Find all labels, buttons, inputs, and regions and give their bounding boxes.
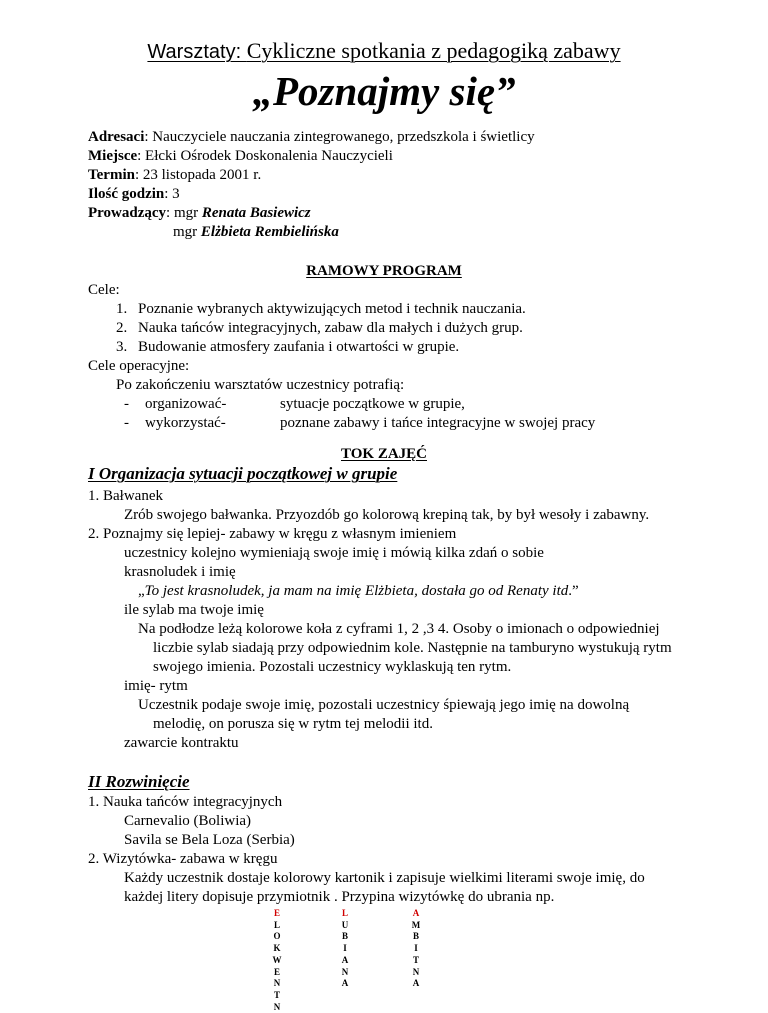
s2-item2-title: 2. Wizytówka- zabawa w kręgu [88, 851, 278, 867]
s1-item2-d-line1: Uczestnik podaje swoje imię, pozostali uczestnicy śpiewają jego imię na dowolną [138, 697, 630, 713]
goal-text: Budowanie atmosfery zaufania i otwartości w grupie. [138, 339, 460, 355]
section-2-heading: II Rozwinięcie [88, 772, 190, 791]
header-prefix: Warsztaty: [147, 41, 247, 63]
s1-item2-a: uczestnicy kolejno wymieniają swoje imię i mówią kilka zdań o sobie [124, 545, 544, 561]
s1-item2-d-line2: melodię, on porusza się w rytm tej melodii itd. [153, 716, 433, 732]
goal-item: 1. [116, 301, 128, 317]
info-godzin: Ilość godzin: 3 [88, 186, 180, 202]
acrostic-letter: I [414, 943, 418, 954]
goal-item: 3. [116, 339, 128, 355]
tok-heading: TOK ZAJĘĆ [341, 446, 427, 462]
s2-item1-a: Carnevalio (Boliwia) [124, 813, 252, 829]
acrostic-letter: A [341, 978, 349, 989]
info-termin: Termin: 23 listopada 2001 r. [88, 167, 262, 183]
acrostic-letter: W [272, 954, 282, 965]
acrostic-letter: N [273, 1001, 281, 1012]
info-leader2: mgr Elżbieta Rembielińska [173, 224, 339, 240]
acrostic-letter: L [341, 908, 348, 918]
s1-item1-title: 1. Bałwanek [88, 488, 163, 504]
ops-verb: organizować- [145, 396, 227, 412]
s1-item2-e: zawarcie kontraktu [124, 735, 239, 751]
acrostic-letter: T [273, 989, 280, 1000]
s2-item1-b: Savila se Bela Loza (Serbia) [124, 832, 295, 848]
s1-item2-b-quote: „To jest krasnoludek, ja mam na imię Elżbieta, dostała go od Renaty itd.” [138, 583, 579, 599]
acrostic-letter: B [412, 931, 419, 942]
acrostic-letter: A [341, 954, 349, 965]
s2-item2-line2: każdej litery dopisuje przymiotnik . Przypina wizytówkę do ubrania np. [124, 889, 555, 905]
acrostic-letter: B [341, 931, 348, 942]
acrostic-column-1 [270, 908, 284, 1013]
s1-item2-c: ile sylab ma twoje imię [124, 602, 264, 618]
acrostic-letter: A [412, 908, 420, 918]
acrostic-letter: U [341, 919, 349, 930]
acrostic-letter: K [273, 943, 281, 954]
workshop-header [0, 38, 768, 64]
acrostic-letter: E [273, 908, 280, 918]
ops-dash: - [124, 396, 129, 412]
acrostic-letter: L [273, 919, 280, 930]
ops-dash: - [124, 415, 129, 431]
cele-label: Cele: [88, 282, 120, 298]
acrostic-letter: T [412, 954, 419, 965]
ops-verb: wykorzystać- [145, 415, 226, 431]
goal-text: Nauka tańców integracyjnych, zabaw dla małych i dużych grup. [138, 320, 523, 336]
operational-label: Cele operacyjne: [88, 358, 190, 374]
info-miejsce: Miejsce: Ełcki Ośrodek Doskonalenia Nauczycieli [88, 148, 393, 164]
goal-item: 2. [116, 320, 128, 336]
s1-item2-c-line3: swojego imienia. Pozostali uczestnicy wyklaskują ten rytm. [153, 659, 512, 675]
s1-item2-title: 2. Poznajmy się lepiej- zabawy w kręgu z własnym imieniem [88, 526, 457, 542]
s1-item2-c-line1: Na podłodze leżą kolorowe koła z cyframi 1, 2 ,3 4. Osoby o imionach o odpowiedniej [138, 621, 660, 637]
acrostic-letter: N [412, 966, 420, 977]
ops-text: sytuacje początkowe w grupie, [280, 396, 465, 412]
goal-text: Poznanie wybranych aktywizujących metod i technik nauczania. [138, 301, 526, 317]
acrostic-column-2 [338, 908, 352, 990]
s2-item2-line1: Każdy uczestnik dostaje kolorowy kartonik i zapisuje wielkimi literami swoje imię, do [124, 870, 645, 886]
acrostic-letter: E [273, 966, 280, 977]
info-prowadzacy: Prowadzący: mgr Renata Basiewicz [88, 205, 311, 221]
s1-item2-d: imię- rytm [124, 678, 188, 694]
page-title: „Poznajmy się” [252, 68, 516, 114]
acrostic-letter: O [273, 931, 281, 942]
program-heading: RAMOWY PROGRAM [306, 263, 462, 279]
info-adresaci: Adresaci: Nauczyciele nauczania zintegrowanego, przedszkola i świetlicy [88, 129, 535, 145]
s2-item1-title: 1. Nauka tańców integracyjnych [88, 794, 283, 810]
acrostic-letter: N [273, 978, 281, 989]
s1-item2-b: krasnoludek i imię [124, 564, 236, 580]
header-subtitle: Cykliczne spotkania z pedagogiką zabawy [246, 38, 621, 63]
acrostic-letter: I [343, 943, 347, 954]
section-1-heading: I Organizacja sytuacji początkowej w grupie [88, 464, 398, 483]
operational-intro: Po zakończeniu warsztatów uczestnicy potrafią: [116, 377, 405, 393]
ops-text: poznane zabawy i tańce integracyjne w swojej pracy [280, 415, 596, 431]
acrostic-letter: M [411, 919, 421, 930]
acrostic-letter: N [341, 966, 349, 977]
acrostic-column-3 [409, 908, 423, 990]
s1-item2-c-line2: liczbie sylab siadają przy odpowiednim kole. Następnie na tamburyno wystukują rytm [153, 640, 672, 656]
acrostic-letter: A [412, 978, 420, 989]
s1-item1-text: Zrób swojego bałwanka. Przyozdób go kolorową krepiną tak, by był wesoły i zabawny. [124, 507, 650, 523]
